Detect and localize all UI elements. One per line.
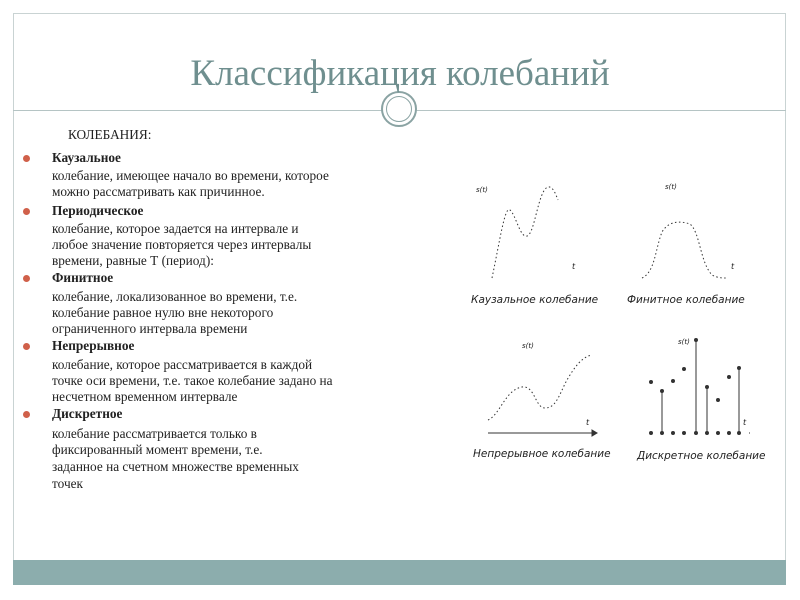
item-term: Периодическое (52, 203, 144, 218)
discrete-sample-point (650, 381, 653, 384)
continuous-caption: Непрерывное колебание (473, 448, 611, 460)
slide-title: Классификация колебаний (190, 53, 610, 94)
item-description-line: колебание рассматривается только в (52, 426, 257, 441)
finite-curve (642, 222, 726, 278)
causal-curve (492, 187, 558, 278)
discrete-sample-point (717, 432, 720, 435)
item-term: Непрерывное (52, 338, 135, 353)
continuous-ylabel: s(t) (522, 342, 534, 350)
discrete-sample-point (683, 368, 686, 371)
item-description-line: колебание, которое задается на интервале и (52, 221, 299, 236)
discrete-sample-point (661, 432, 664, 435)
finite-ylabel: s(t) (665, 183, 677, 191)
discrete-xlabel: t (743, 418, 747, 427)
item-description-line: несчетном временном интервале (52, 389, 238, 404)
item-description-line: точек (52, 476, 83, 491)
discrete-sample-point (695, 339, 698, 342)
discrete-sample-point (661, 390, 664, 393)
causal-caption: Каузальное колебание (471, 294, 599, 306)
axis-arrow-icon (592, 430, 597, 436)
item-description-line: ограниченного интервала времени (52, 321, 248, 336)
item-description-line: колебание равное нулю вне некоторого (52, 305, 274, 320)
discrete-sample-point (683, 432, 686, 435)
item-term: Дискретное (52, 406, 123, 421)
discrete-sample-point (672, 432, 675, 435)
continuous-curve (488, 355, 592, 420)
item-description-line: заданное на счетном множестве временных (52, 459, 299, 474)
item-description-line: можно рассматривать как причинное. (52, 184, 265, 199)
continuous-xlabel: t (586, 418, 590, 427)
discrete-sample-point (738, 367, 741, 370)
finite-caption: Финитное колебание (627, 294, 745, 306)
finite-xlabel: t (731, 262, 735, 271)
item-description-line: колебание, которое рассматривается в каждой (52, 357, 313, 372)
discrete-sample-point (650, 432, 653, 435)
item-description-line: точке оси времени, т.е. такое колебание задано на (52, 373, 333, 388)
discrete-sample-point (706, 432, 709, 435)
item-description-line: колебание, локализованное во времени, т.е. (52, 289, 298, 304)
causal-xlabel: t (572, 262, 576, 271)
causal-ylabel: s(t) (476, 186, 488, 194)
discrete-ylabel: s(t) (678, 338, 690, 346)
item-description-line: фиксированный момент времени, т.е. (52, 442, 263, 457)
discrete-sample-point (695, 432, 698, 435)
discrete-sample-point (738, 432, 741, 435)
item-description-line: колебание, имеющее начало во времени, которое (52, 168, 329, 183)
item-description-line: времени, равные Т (период): (52, 253, 214, 268)
item-description-line: любое значение повторяется через интервалы (52, 237, 312, 252)
discrete-sample-point (717, 399, 720, 402)
discrete-sample-point (728, 432, 731, 435)
discrete-sample-point (672, 380, 675, 383)
discrete-sample-point (728, 376, 731, 379)
intro-label: КОЛЕБАНИЯ: (68, 127, 152, 142)
discrete-sample-point (706, 386, 709, 389)
item-term: Финитное (52, 270, 114, 285)
item-term: Каузальное (52, 150, 121, 165)
discrete-caption: Дискретное колебание (637, 450, 766, 462)
